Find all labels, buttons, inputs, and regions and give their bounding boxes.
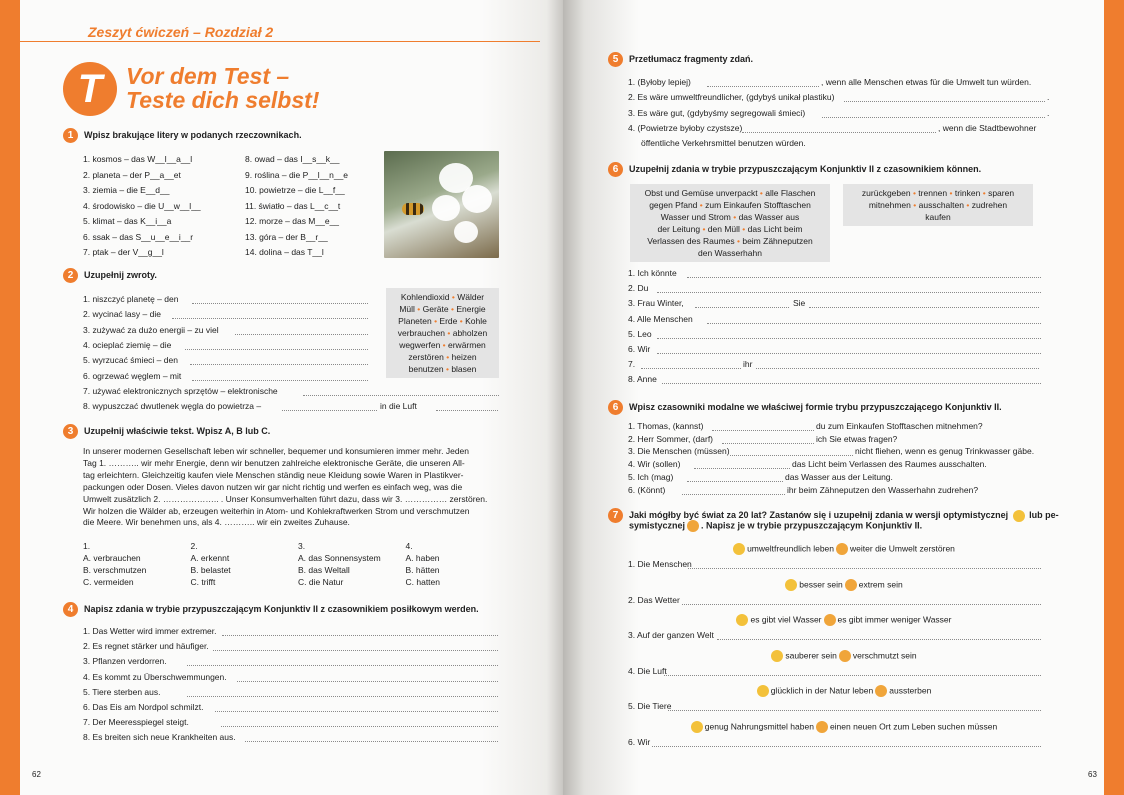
ex4-item: 7. Der Meeresspiegel steigt. [83,717,189,728]
ex1-item: 1. kosmos – das W__l__a__l [83,154,193,164]
answer-line [662,383,1041,384]
smile-icon [691,721,703,733]
smile-icon [736,614,748,626]
box-word: Kohle [465,316,487,326]
exercise-number: 6 [608,400,623,415]
answer-line [215,711,498,712]
answer-line [682,494,785,495]
sad-icon [836,543,848,555]
answer-line [707,323,1041,324]
exercise-1-title [63,128,302,143]
smile-icon [757,685,769,697]
answer-line [822,117,1045,118]
answer-line [245,741,498,742]
ex7-start: 6. Wir [628,737,651,747]
exercise-4-title [63,602,479,617]
ex4-item: 2. Es regnet stärker und häufiger. [83,641,209,652]
exercise-6b-title [608,400,1002,415]
smile-icon [785,579,797,591]
ex3-line: Umwelt zusätzlich 2. ……………….. . Unser Konsumverhalten führt dazu, dass wir 3. …………… zerstören. [83,493,488,504]
answer-line [712,430,814,431]
exercise-title-text-2-end: . Napisz je w trybie przypuszczającym Konjunktiv II. [701,520,923,531]
answer-line [235,334,368,335]
ex7-negative: verschmutzt sein [852,650,917,661]
answer-line [436,410,498,411]
box-word: zurückgeben [861,188,911,198]
answer-line [756,368,1039,369]
option-number: 4. [405,541,413,551]
box-word: wegwerfen [399,340,441,350]
ex5-item-start: 1. (Byłoby lepiej) [628,77,691,87]
exercise-number: 1 [63,128,78,143]
exercise-number: 6 [608,162,623,177]
option-c: C. vermeiden [83,577,134,587]
ex7-prompt [603,685,1083,697]
ex7-start: 5. Die Tiere [628,701,672,712]
answer-line [221,726,498,727]
ex7-start: 4. Die Luft [628,665,667,676]
title-line-1: Vor dem Test – [126,63,290,89]
exercise-number: 4 [63,602,78,617]
exercise-title-text: Przetłumacz fragmenty zdań. [629,53,754,64]
exercise-title-text: Uzupełnij właściwie tekst. Wpisz A, B lub C. [84,425,271,436]
answer-line [185,349,368,350]
page-number-right: 63 [1088,770,1097,779]
ex3-line: packungen oder Dosen. Vieles davon nutzen wir gar nicht richtig und werfen es einfach weg, was die [83,481,463,492]
answer-line [237,681,498,682]
ex5-item-end: . [1047,92,1050,103]
ex5-item-start: 3. Es wäre gut, (gdybyśmy segregowali śmieci) [628,107,806,118]
ex2-item: 8. wypuszczać dwutlenek węgla do powietrza – [83,401,262,412]
ex5-item4-cont: öffentliche Verkehrsmittel benutzen würden. [641,138,806,149]
ex6a-item: 3. Frau Winter, [628,298,684,309]
ex2-item: 4. ocieplać ziemię – die [83,339,172,350]
ex6b-item-start: 3. Die Menschen (müssen) [628,446,730,457]
ex6b-item-start: 6. (Könnt) [628,484,666,495]
page-number-left: 62 [32,770,41,779]
exercise-title-text: Wpisz czasowniki modalne we właściwej formie trybu przypuszczającego Konjunktiv II. [629,401,1002,412]
ex2-item: 5. wyrzucać śmieci – den [83,355,178,366]
ex6b-item-end: ich Sie etwas fragen? [816,433,898,444]
ex6a-item: 7. [628,359,636,370]
ex1-item: 5. klimat – das K__i__a [83,216,172,226]
ex5-item-end: , wenn alle Menschen etwas für die Umwelt tun würden. [821,77,1032,87]
option-b: B. verschmutzen [83,565,147,575]
smile-icon [1013,510,1025,522]
ex4-item: 8. Es breiten sich neue Krankheiten aus. [83,732,236,743]
ex7-prompt [603,650,1083,662]
box-word: Planeten [398,316,432,326]
box-line: Planeten • Erde • Kohle [398,316,487,326]
answer-line [657,292,1041,293]
box-word: abholzen [452,328,488,338]
ex6b-item-end: ihr beim Zähneputzen den Wasserhahn zudrehen? [787,484,979,495]
exercise-title-text: Napisz zdania w trybie przypuszczającym Konjunktiv II z czasownikiem posiłkowym werden. [84,603,479,614]
box-line [634,247,826,259]
ex7-positive: glücklich in der Natur leben [770,685,874,696]
option-number: 1. [83,541,91,551]
ex6a-item7-mid: ihr [743,359,753,370]
box-word: Wälder [457,292,485,302]
ex1-item: 8. owad – das I__s__k__ [245,154,340,164]
title-line-2: Teste dich selbst! [126,87,320,113]
left-page [20,0,563,795]
sad-icon [824,614,836,626]
exercise-title-text-2: symistycznej [629,520,686,531]
ex2-item: 6. ogrzewać węglem – mit [83,370,182,381]
ex7-positive: genug Nahrungsmittel haben [704,721,814,732]
box-word: trennen [918,188,948,198]
sad-icon [839,650,851,662]
ex1-item: 11. światło – das L__c__t [245,200,341,211]
ex5-item-start: 4. (Powietrze byłoby czystsze) [628,122,743,133]
exercise-title-text: Jaki mógłby być świat za 20 lat? Zastanów się i uzupełnij zdania w wersji optymistycznej [629,509,1009,520]
chapter-header [20,20,540,42]
ex6b-item-end: du zum Einkaufen Stofftaschen mitnehmen? [816,421,983,431]
box-word: das Wasser aus [738,212,800,222]
answer-line [282,410,377,411]
ex5-item-end: , wenn die Stadtbewohner [938,122,1037,133]
exercise-7-title-line-2 [629,520,922,532]
ex3-line: die Meere. Wir benehmen uns, als 4. ……….. wir ein zweites Zuhause. [83,517,350,528]
box-line [847,211,1029,223]
ex1-item: 12. morze – das M__e__ [245,216,340,226]
answer-line [213,650,498,651]
box-word: Wasser und Strom [660,212,731,222]
ex3-line: In unserer modernen Gesellschaft leben wir schneller, bequemer und konsumieren immer mehr. Jeden [83,446,470,456]
box-word: heizen [451,352,477,362]
right-page [563,0,1104,795]
box-word: trinken [954,188,981,198]
ex7-start: 2. Das Wetter [628,594,680,605]
ex1-item: 7. ptak – der V__g__l [83,247,164,257]
ex6b-item-end: das Wasser aus der Leitung. [785,471,893,482]
exercise-title-text: Uzupełnij zwroty. [84,269,157,280]
box-word: mitnehmen [868,200,911,210]
ex3-line: Wir holzen die Wälder ab, erzeugen weiterhin in Atom- und Kohlekraftwerken Strom und verschmutzen [83,505,470,516]
exercise-title-text-end: lub pe- [1029,509,1059,520]
ex7-positive: besser sein [799,578,843,589]
box-word: alle Flaschen [765,188,816,198]
ex1-item: 6. ssak – das S__u__e__i__r [83,231,194,242]
option-number: 3. [298,541,306,551]
answer-line [742,132,936,133]
box-word: beim Zähneputzen [742,236,813,246]
answer-line [668,710,1041,711]
ex6a-item: 4. Alle Menschen [628,313,693,324]
ex7-positive: umweltfreundlich leben [747,543,835,554]
box-word: das Licht beim [747,224,803,234]
box-line: mitnehmen • ausschalten • zudrehen [868,200,1008,210]
box-line: benutzen • blasen [408,364,477,374]
answer-line [657,338,1041,339]
exercise-5-title [608,52,753,67]
ex7-negative: extrem sein [858,578,903,589]
box-word: verbrauchen [397,328,446,338]
answer-line [641,368,741,369]
box-word: zerstören [408,352,444,362]
ex3-line: Tag 1. ……….. wir mehr Energie, denn wir benutzen zahlreiche elektronische Geräte, die unseren All- [83,457,465,468]
smile-icon [733,543,745,555]
exercise-number: 3 [63,424,78,439]
ex5-item-end: . [1047,107,1050,118]
box-line: Verlassen des Raumes • beim Zähneputzen [647,236,813,246]
box-word: erwärmen [448,340,486,350]
box-word: Verlassen des Raumes [647,236,735,246]
ex5-item-start: 2. Es wäre umweltfreundlicher, (gdybyś unikał plastiku) [628,92,835,103]
ex3-line: tag erleichtern. Gleichzeitig kaufen viele Menschen ständig neue Kleidung sowie Waren in Plastikver- [83,469,464,480]
box-line: zerstören • heizen [408,352,477,362]
ex6a-item: 5. Leo [628,328,652,339]
ex6a-item: 8. Anne [628,374,657,385]
answer-line [694,468,790,469]
ex1-item: 14. dolina – das T__l [245,247,324,257]
ex4-item: 5. Tiere sterben aus. [83,686,161,697]
ex7-prompt [603,543,1083,555]
box-line: Obst und Gemüse unverpackt • alle Flaschen [644,188,816,198]
exercise-number: 5 [608,52,623,67]
ex2-item8-end: in die Luft [380,401,417,412]
box-line: Wasser und Strom • das Wasser aus [660,212,800,222]
exercise-number: 7 [608,508,623,523]
bee-blossom-photo [384,151,499,258]
ex7-prompt [603,721,1083,733]
box-line: gegen Pfand • zum Einkaufen Stofftaschen [649,200,811,210]
option-a: A. verbrauchen [83,553,141,563]
ex2-item: 3. zużywać za dużo energii – zu viel [83,324,219,335]
ex1-item: 13. góra – der B__r__ [245,231,328,242]
box-word: den Wasserhahn [698,248,762,258]
chapter-header-text: Zeszyt ćwiczeń – Rozdział 2 [88,24,274,40]
ex7-prompt [603,579,1083,591]
answer-line [688,568,1041,569]
ex6a-item: 6. Wir [628,344,651,354]
box-word: Energie [456,304,486,314]
answer-line [722,443,814,444]
ex6b-item-end: nicht fliehen, wenn es genug Trinkwasser gäbe. [855,446,1035,457]
ex6b-item-start: 2. Herr Sommer, (darf) [628,433,714,444]
option-a: A. erkennt [190,553,230,563]
answer-line [172,318,368,319]
box-word: Obst und Gemüse unverpackt [644,188,758,198]
word-box-6a-verbs [843,184,1033,226]
ex4-item: 6. Das Eis am Nordpol schmilzt. [83,702,204,712]
ex2-item: 1. niszczyć planetę – den [83,294,179,304]
box-word: ausschalten [918,200,964,210]
option-number: 2. [190,541,198,551]
sad-icon [875,685,887,697]
box-line: Kohlendioxid • Wälder [400,292,485,302]
ex2-item: 7. używać elektronicznych sprzętów – elektronische [83,385,278,396]
answer-line [652,746,1041,747]
answer-line [190,364,368,365]
exercise-title-text: Wpisz brakujące litery w podanych rzeczownikach. [84,129,302,140]
box-word: Erde [439,316,458,326]
option-c: C. hatten [405,577,440,587]
page-title [126,64,319,112]
box-word: zum Einkaufen Stofftaschen [705,200,811,210]
answer-line [657,353,1041,354]
box-word: zudrehen [971,200,1008,210]
box-word: der Leitung [657,224,701,234]
box-line: verbrauchen • abholzen [397,328,488,338]
option-b: B. das Weltall [298,565,350,575]
ex4-item: 4. Es kommt zu Überschwemmungen. [83,671,227,682]
box-word: sparen [988,188,1015,198]
word-box-2 [386,288,499,378]
ex1-item: 10. powietrze – die L__f__ [245,185,345,195]
box-line: der Leitung • den Müll • das Licht beim [657,224,803,234]
option-b: B. belastet [190,565,231,575]
answer-line [809,307,1039,308]
option-a: A. haben [405,553,440,563]
box-word: kaufen [925,212,951,222]
ex6b-item-start: 5. Ich (mag) [628,471,674,482]
box-word: Müll [399,304,415,314]
left-edge-tab [0,0,20,795]
ex2-item: 2. wycinać lasy – die [83,309,161,320]
exercise-number: 2 [63,268,78,283]
option-c: C. trifft [190,577,216,587]
answer-line [192,380,368,381]
ex1-item: 9. roślina – die P__l__n__e [245,169,349,180]
exercise-title-text: Uzupełnij zdania w trybie przypuszczającym Konjunktiv II z czasownikiem können. [629,163,982,174]
option-b: B. hätten [405,565,440,575]
ex6b-item-start: 1. Thomas, (kannst) [628,421,704,431]
answer-line [187,665,498,666]
ex6a-item: 1. Ich könnte [628,268,677,278]
smile-icon [771,650,783,662]
ex6b-item-start: 4. Wir (sollen) [628,459,681,470]
exercise-3-title [63,424,270,439]
answer-line [730,455,853,456]
exercise-6a-title [608,162,981,177]
box-word: Kohlendioxid [400,292,450,302]
ex7-negative: weiter die Umwelt zerstören [850,543,955,554]
answer-line [717,639,1041,640]
bee-icon [402,203,424,215]
ex4-item: 1. Das Wetter wird immer extremer. [83,626,217,636]
answer-line [687,481,783,482]
ex7-positive: es gibt viel Wasser [750,614,822,625]
sad-icon [845,579,857,591]
right-edge-tab [1104,0,1124,795]
ex7-start: 1. Die Menschen [628,559,692,569]
ex7-start: 3. Auf der ganzen Welt [628,630,714,641]
answer-line [695,307,789,308]
answer-line [222,635,498,636]
ex7-negative: einen neuen Ort zum Leben suchen müssen [829,721,998,732]
box-line: Müll • Geräte • Energie [399,304,486,314]
ex6b-item-end: das Licht beim Verlassen des Raumes ausschalten. [792,459,987,470]
answer-line [844,101,1045,102]
ex6a-item3-mid: Sie [793,298,806,309]
exercise-2-title [63,268,157,283]
ex1-item: 2. planeta – der P__a__et [83,169,181,180]
option-a: A. das Sonnensystem [298,553,381,563]
box-word: Geräte [422,304,449,314]
ex7-positive: sauberer sein [785,650,837,661]
answer-line [187,696,498,697]
answer-line [682,604,1041,605]
ex7-negative: es gibt immer weniger Wasser [837,614,952,625]
ex7-negative: aussterben [889,685,932,696]
ex6a-item: 2. Du [628,283,649,294]
answer-line [664,675,1041,676]
box-word: blasen [451,364,477,374]
test-badge: T [63,62,117,116]
answer-line [707,86,819,87]
answer-line [303,395,499,396]
sad-icon [687,520,699,532]
sad-icon [816,721,828,733]
option-c: C. die Natur [298,577,344,587]
ex1-item: 4. środowisko – die U__w__l__ [83,200,201,211]
ex1-item: 3. ziemia – die E__d__ [83,185,170,195]
ex4-item: 3. Pflanzen verdorren. [83,656,167,667]
answer-line [687,277,1041,278]
ex7-prompt [603,614,1083,626]
box-line: zurückgeben • trennen • trinken • sparen [861,188,1015,198]
box-word: den Müll [707,224,740,234]
answer-line [192,303,368,304]
box-word: gegen Pfand [649,200,698,210]
box-line: wegwerfen • erwärmen [399,340,486,350]
box-word: benutzen [408,364,444,374]
word-box-6a-phrases [630,184,830,262]
